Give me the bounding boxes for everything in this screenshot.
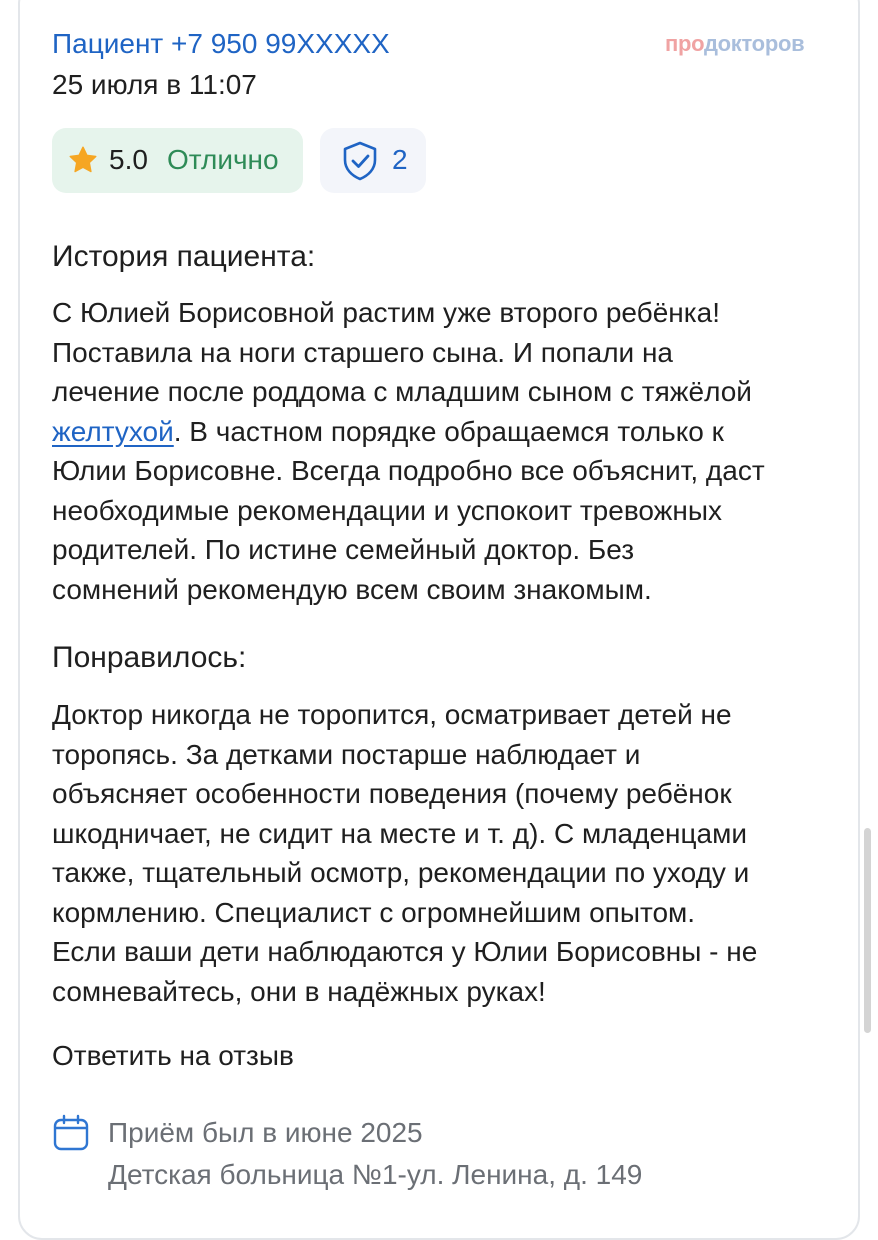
- jaundice-link[interactable]: желтухой: [52, 415, 174, 447]
- story-line: родителей. По истине семейный доктор. Без: [52, 534, 635, 565]
- rating-value: 5.0: [109, 144, 148, 175]
- story-text: [52, 293, 842, 609]
- calendar-icon: [52, 1114, 90, 1152]
- verified-count: 2: [392, 144, 408, 175]
- story-line: С Юлией Борисовной растим уже второго ребёнка!: [52, 297, 720, 328]
- review-author[interactable]: Пациент +7 950 99XXXXX: [52, 28, 390, 59]
- liked-line: шкодничает, не сидит на месте и т. д). С младенцами: [52, 817, 747, 849]
- liked-line: объясняет особенности поведения (почему ребёнок: [52, 778, 732, 809]
- story-line-rest: . В частном порядке обращаемся только к: [173, 415, 724, 447]
- story-line: Юлии Борисовне. Всегда подробно все объяснит, даст: [52, 455, 765, 486]
- scrollbar[interactable]: [864, 828, 871, 1033]
- story-line: [52, 412, 842, 452]
- liked-line: Доктор никогда не торопится, осматривает детей не: [52, 699, 732, 730]
- visit-date: Приём был в июне 2025: [108, 1117, 423, 1148]
- liked-line: сомневайтесь, они в надёжных руках!: [52, 975, 546, 1007]
- liked-line: также, тщательный осмотр, рекомендации по уходу и: [52, 857, 750, 888]
- story-line: Поставила на ноги старшего сына. И попали на: [52, 336, 673, 368]
- liked-line: кормлению. Специалист с огромнейшим опытом.: [52, 896, 696, 928]
- rating-badge: [52, 128, 303, 193]
- story-line: необходимые рекомендации и успокоит тревожных: [52, 494, 722, 526]
- story-line: сомнений рекомендую всем своим знакомым.: [52, 573, 652, 605]
- shield-check-icon: [340, 140, 380, 182]
- rating-label: Отлично: [167, 144, 279, 175]
- star-icon: [68, 145, 98, 175]
- liked-title: Понравилось:: [52, 641, 247, 674]
- story-line: лечение после роддома с младшим сыном с тяжёлой: [52, 376, 752, 407]
- brand-logo: [665, 29, 804, 59]
- verified-badge[interactable]: [320, 128, 426, 193]
- reply-button[interactable]: Ответить на отзыв: [52, 1040, 294, 1071]
- brand-logo-part2: докторов: [703, 31, 805, 56]
- review-date: 25 июля в 11:07: [52, 69, 257, 100]
- liked-line: Если ваши дети наблюдаются у Юлии Борисовны - не: [52, 936, 758, 967]
- liked-line: торопясь. За детками постарше наблюдает и: [52, 738, 641, 770]
- liked-text: [52, 695, 842, 1011]
- story-title: История пациента:: [52, 240, 316, 273]
- brand-logo-part1: про: [665, 31, 704, 56]
- clinic-address[interactable]: Детская больница №1-ул. Ленина, д. 149: [108, 1159, 643, 1190]
